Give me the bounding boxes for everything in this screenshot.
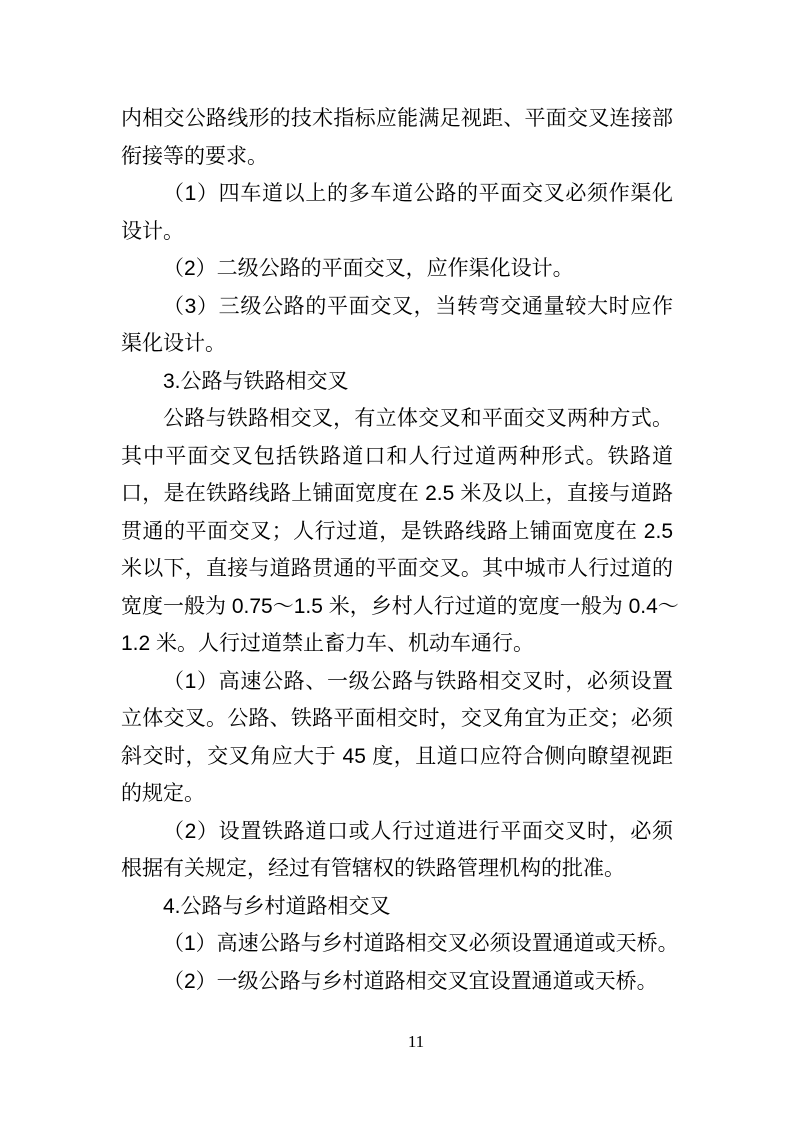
text-line: （2）设置铁路道口或人行过道进行平面交叉时，必须 (163, 819, 673, 843)
text-line: 衔接等的要求。 (121, 144, 268, 168)
document-body (121, 100, 679, 1000)
text-line: （3）三级公路的平面交叉，当转弯交通量较大时应作 (163, 294, 673, 318)
paragraph (121, 250, 673, 288)
paragraph (121, 963, 673, 1001)
paragraph (121, 175, 673, 250)
text-line: （1）高速公路与乡村道路相交叉必须设置通道或天桥。 (163, 932, 679, 955)
text-line: 设计。 (121, 219, 184, 243)
page-number: 11 (407, 1032, 425, 1051)
paragraph (121, 925, 679, 963)
text-line: 公路与铁路相交叉，有立体交叉和平面交叉两种方式。 (163, 407, 673, 430)
text-line: 其中平面交叉包括铁路道口和人行过道两种形式。铁路道 (121, 444, 673, 468)
text-line: （2）一级公路与乡村道路相交叉宜设置通道或天桥。 (163, 969, 658, 993)
text-line: 口，是在铁路线路上铺面宽度在 2.5 米及以上，直接与道路 (121, 482, 673, 505)
text-line: 斜交时，交叉角应大于 45 度，且道口应符合侧向瞭望视距 (121, 744, 673, 768)
text-line: （2）二级公路的平面交叉，应作渠化设计。 (163, 257, 574, 280)
text-line: 的规定。 (121, 782, 205, 805)
text-line: 宽度一般为 0.75～1.5 米，乡村人行过道的宽度一般为 0.4～ (121, 594, 679, 618)
text-line: 立体交叉。公路、铁路平面相交时，交叉角宜为正交；必须 (121, 707, 673, 730)
paragraph (121, 400, 679, 663)
text-line: 贯通的平面交叉；人行过道，是铁路线路上铺面宽度在 2.5 (121, 519, 673, 543)
text-line: （1）四车道以上的多车道公路的平面交叉必须作渠化 (163, 182, 673, 205)
paragraph (121, 813, 673, 888)
text-line: 渠化设计。 (121, 332, 226, 355)
paragraph (121, 100, 673, 175)
text-line: 内相交公路线形的技术指标应能满足视距、平面交叉连接部 (121, 107, 673, 130)
text-line: 根据有关规定，经过有管辖权的铁路管理机构的批准。 (121, 857, 625, 880)
text-line: 1.2 米。人行过道禁止畜力车、机动车通行。 (121, 632, 535, 655)
text-line: 米以下，直接与道路贯通的平面交叉。其中城市人行过道的 (121, 557, 673, 580)
section-heading: 3.公路与铁路相交叉 (163, 369, 349, 393)
section-heading: 4.公路与乡村道路相交叉 (163, 894, 391, 918)
text-line: （1）高速公路、一级公路与铁路相交叉时，必须设置 (163, 669, 673, 693)
paragraph (121, 663, 673, 813)
paragraph (121, 288, 673, 363)
